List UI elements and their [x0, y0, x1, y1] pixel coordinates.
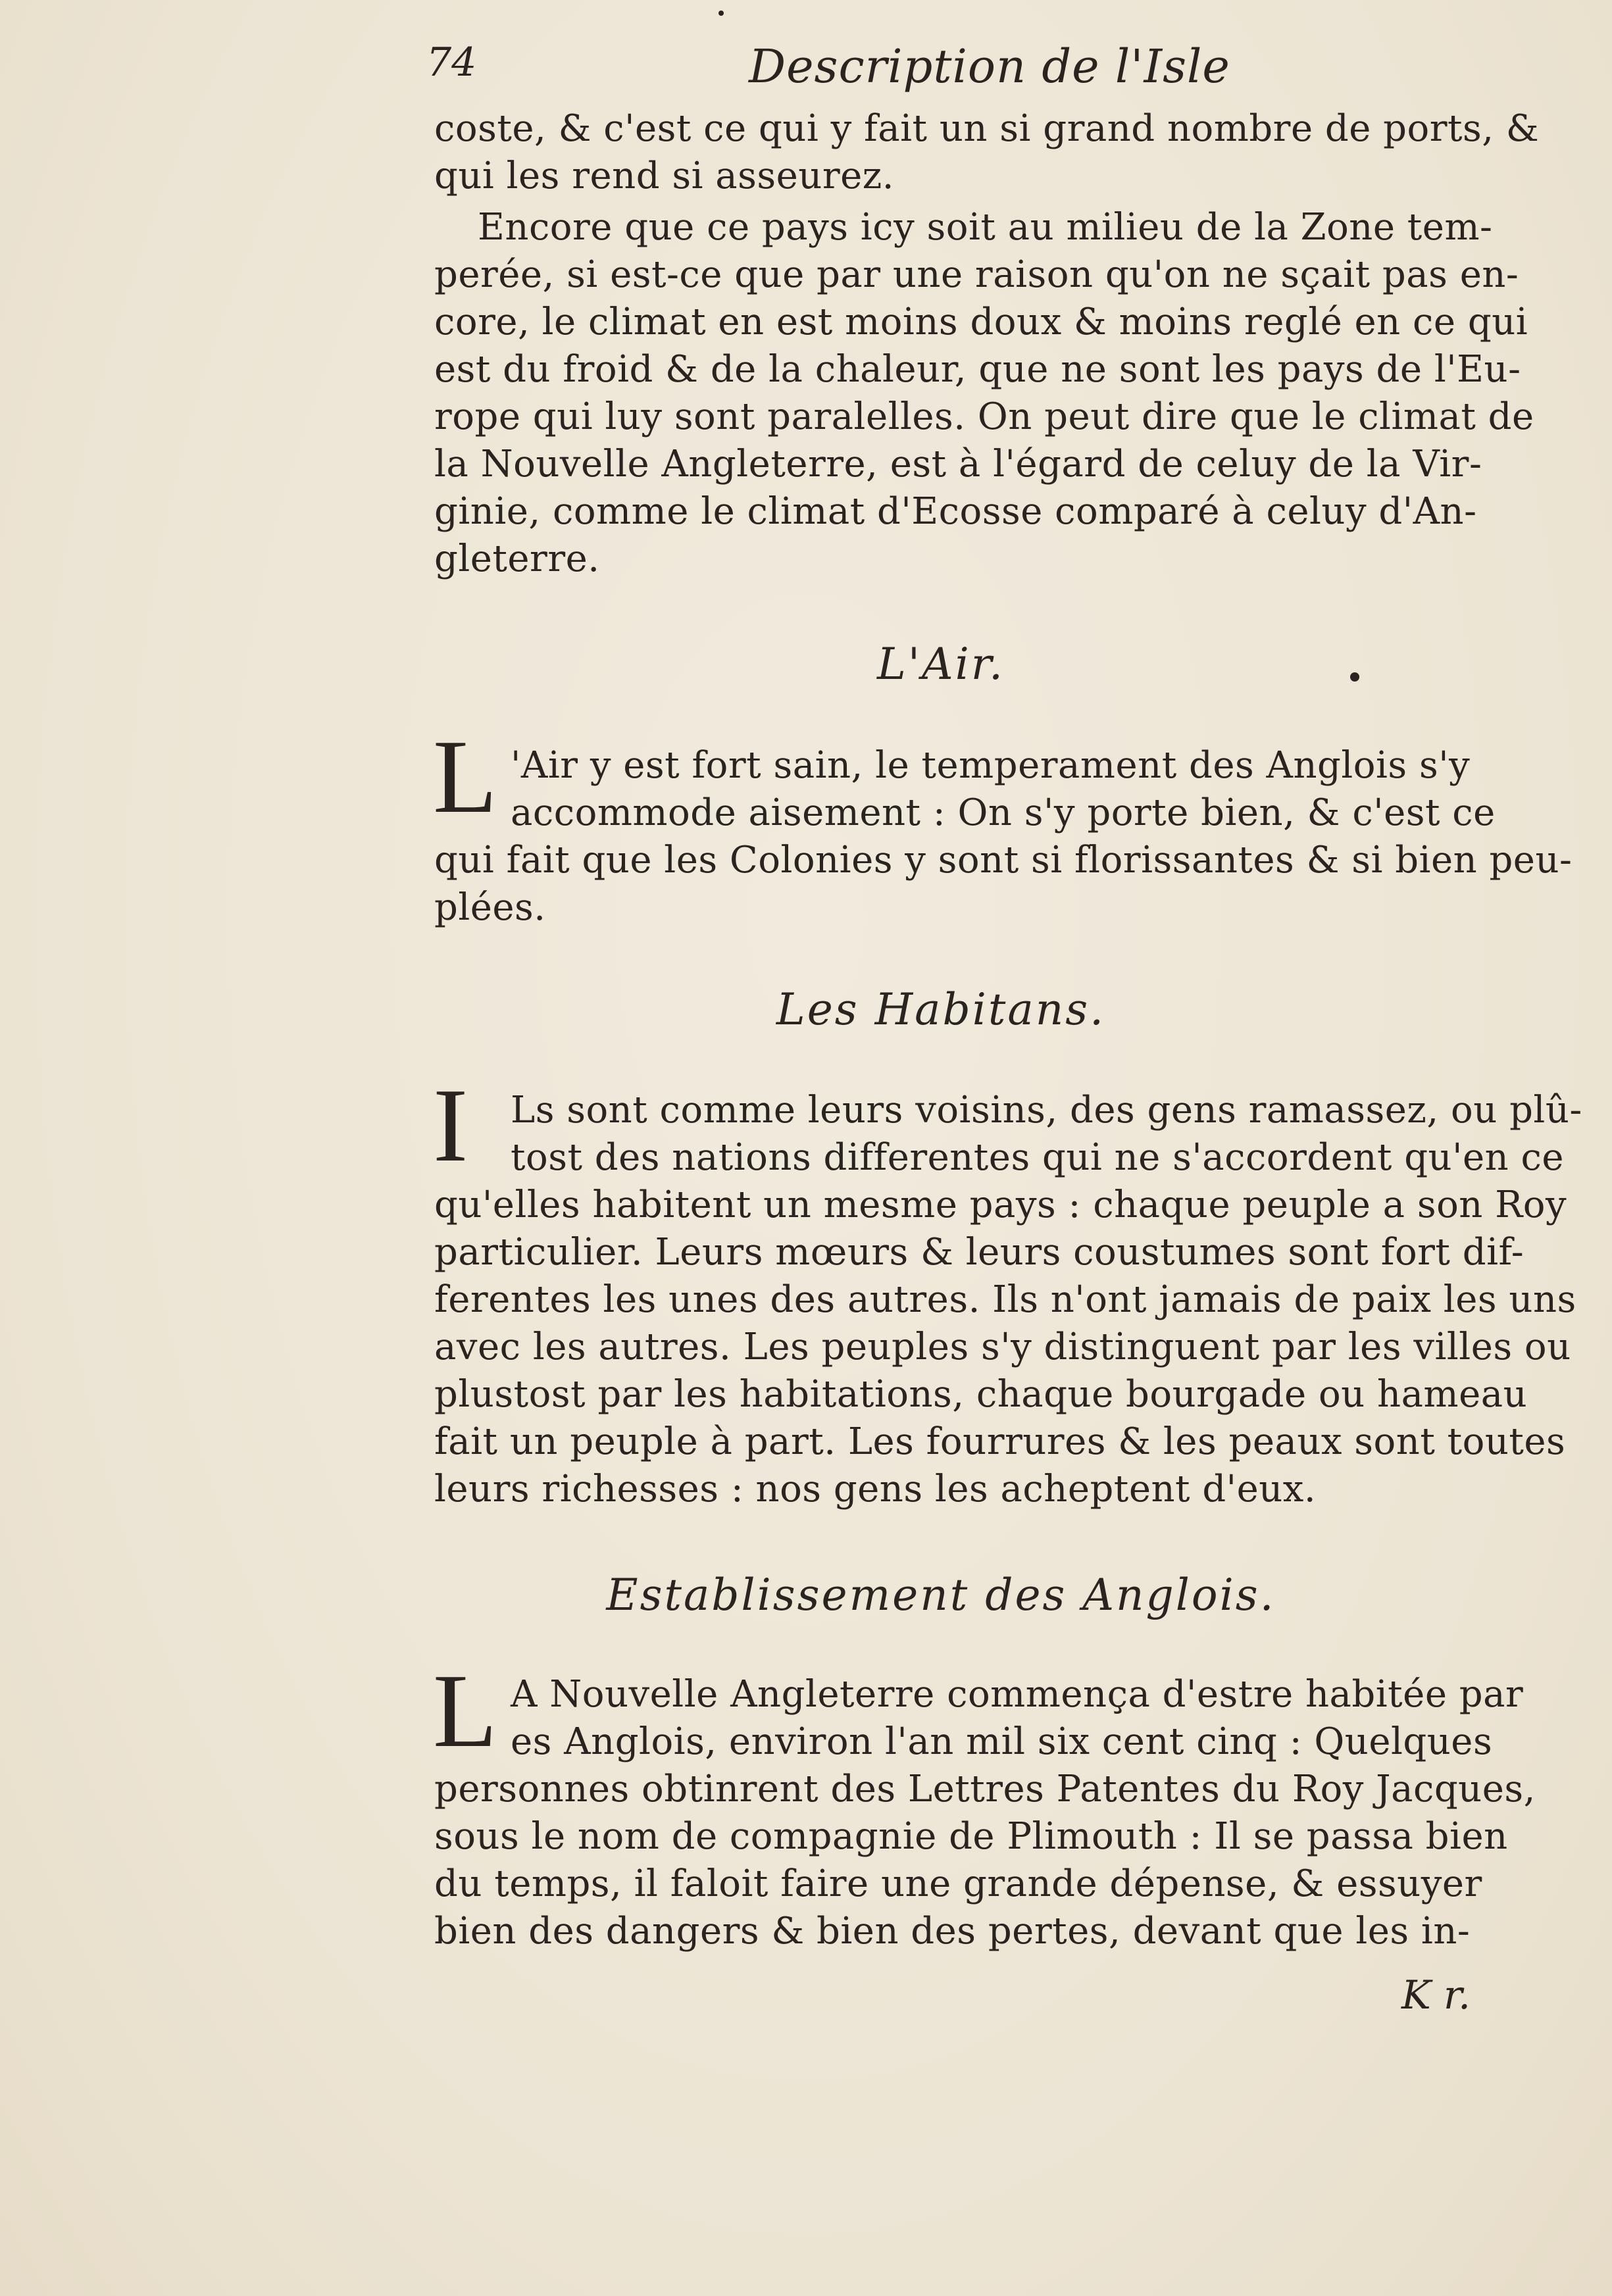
text-line: 'Air y est fort sain, le temperament des Anglois s'y	[511, 744, 1471, 787]
text-line: Ls sont comme leurs voisins, des gens ramassez, ou plû-	[511, 1089, 1582, 1132]
section-heading-establishment: Establissement des Anglois.	[606, 1570, 1276, 1620]
text-line: ginie, comme le climat d'Ecosse comparé à celuy d'An-	[434, 490, 1477, 533]
text-line: accommode aisement : On s'y porte bien, & c'est ce	[511, 791, 1496, 834]
ink-speck	[1350, 672, 1359, 682]
text-line: bien des dangers & bien des pertes, devant que les in-	[434, 1910, 1471, 1953]
text-line: du temps, il faloit faire une grande dépense, & essuyer	[434, 1862, 1482, 1905]
text-line: rope qui luy sont paralelles. On peut dire que le climat de	[434, 395, 1534, 438]
text-line: personnes obtinrent des Lettres Patentes du Roy Jacques,	[434, 1768, 1536, 1810]
text-line: la Nouvelle Angleterre, est à l'égard de celuy de la Vir-	[434, 443, 1482, 486]
section-heading-habitans: Les Habitans.	[776, 984, 1106, 1035]
catchword: K r.	[1401, 1972, 1471, 2018]
text-line: Encore que ce pays icy soit au milieu de la Zone tem-	[478, 206, 1493, 249]
text-line: fait un peuple à part. Les fourrures & les peaux sont toutes	[434, 1420, 1566, 1463]
text-line: gleterre.	[434, 537, 600, 580]
text-line: avec les autres. Les peuples s'y distinguent par les villes ou	[434, 1326, 1571, 1368]
text-line: coste, & c'est ce qui y fait un si grand nombre de ports, &	[434, 107, 1540, 150]
text-line: leurs richesses : nos gens les acheptent d'eux.	[434, 1468, 1317, 1510]
text-line: plées.	[434, 886, 546, 929]
text-line: es Anglois, environ l'an mil six cent cinq : Quelques	[511, 1720, 1493, 1763]
page-header	[426, 39, 1453, 99]
text-line: qui les rend si asseurez.	[434, 155, 895, 197]
section-heading-air: L'Air.	[876, 639, 1005, 689]
text-line: plustost par les habitations, chaque bourgade ou hameau	[434, 1373, 1528, 1416]
text-line: est du froid & de la chaleur, que ne sont les pays de l'Eu-	[434, 348, 1521, 391]
text-line: core, le climat en est moins doux & moins reglé en ce qui	[434, 301, 1528, 343]
text-line: particulier. Leurs mœurs & leurs coustumes sont fort dif-	[434, 1231, 1524, 1274]
text-line: ferentes les unes des autres. Ils n'ont jamais de paix les uns	[434, 1278, 1576, 1321]
text-line: perée, si est-ce que par une raison qu'on ne sçait pas en-	[434, 253, 1519, 296]
running-title: Description de l'Isle	[749, 39, 1230, 93]
text-line: qui fait que les Colonies y sont si florissantes & si bien peu-	[434, 839, 1573, 882]
text-line: tost des nations differentes qui ne s'accordent qu'en ce	[511, 1136, 1565, 1179]
text-line: sous le nom de compagnie de Plimouth : Il se passa bien	[434, 1815, 1508, 1858]
page-number: 74	[426, 39, 477, 86]
text-line: qu'elles habitent un mesme pays : chaque peuple a son Roy	[434, 1184, 1567, 1226]
drop-cap: L	[433, 1652, 497, 1769]
drop-cap: L	[433, 718, 497, 835]
ink-speck	[718, 11, 724, 16]
text-line: A Nouvelle Angleterre commença d'estre habitée par	[511, 1673, 1524, 1716]
drop-cap: I	[433, 1066, 468, 1184]
